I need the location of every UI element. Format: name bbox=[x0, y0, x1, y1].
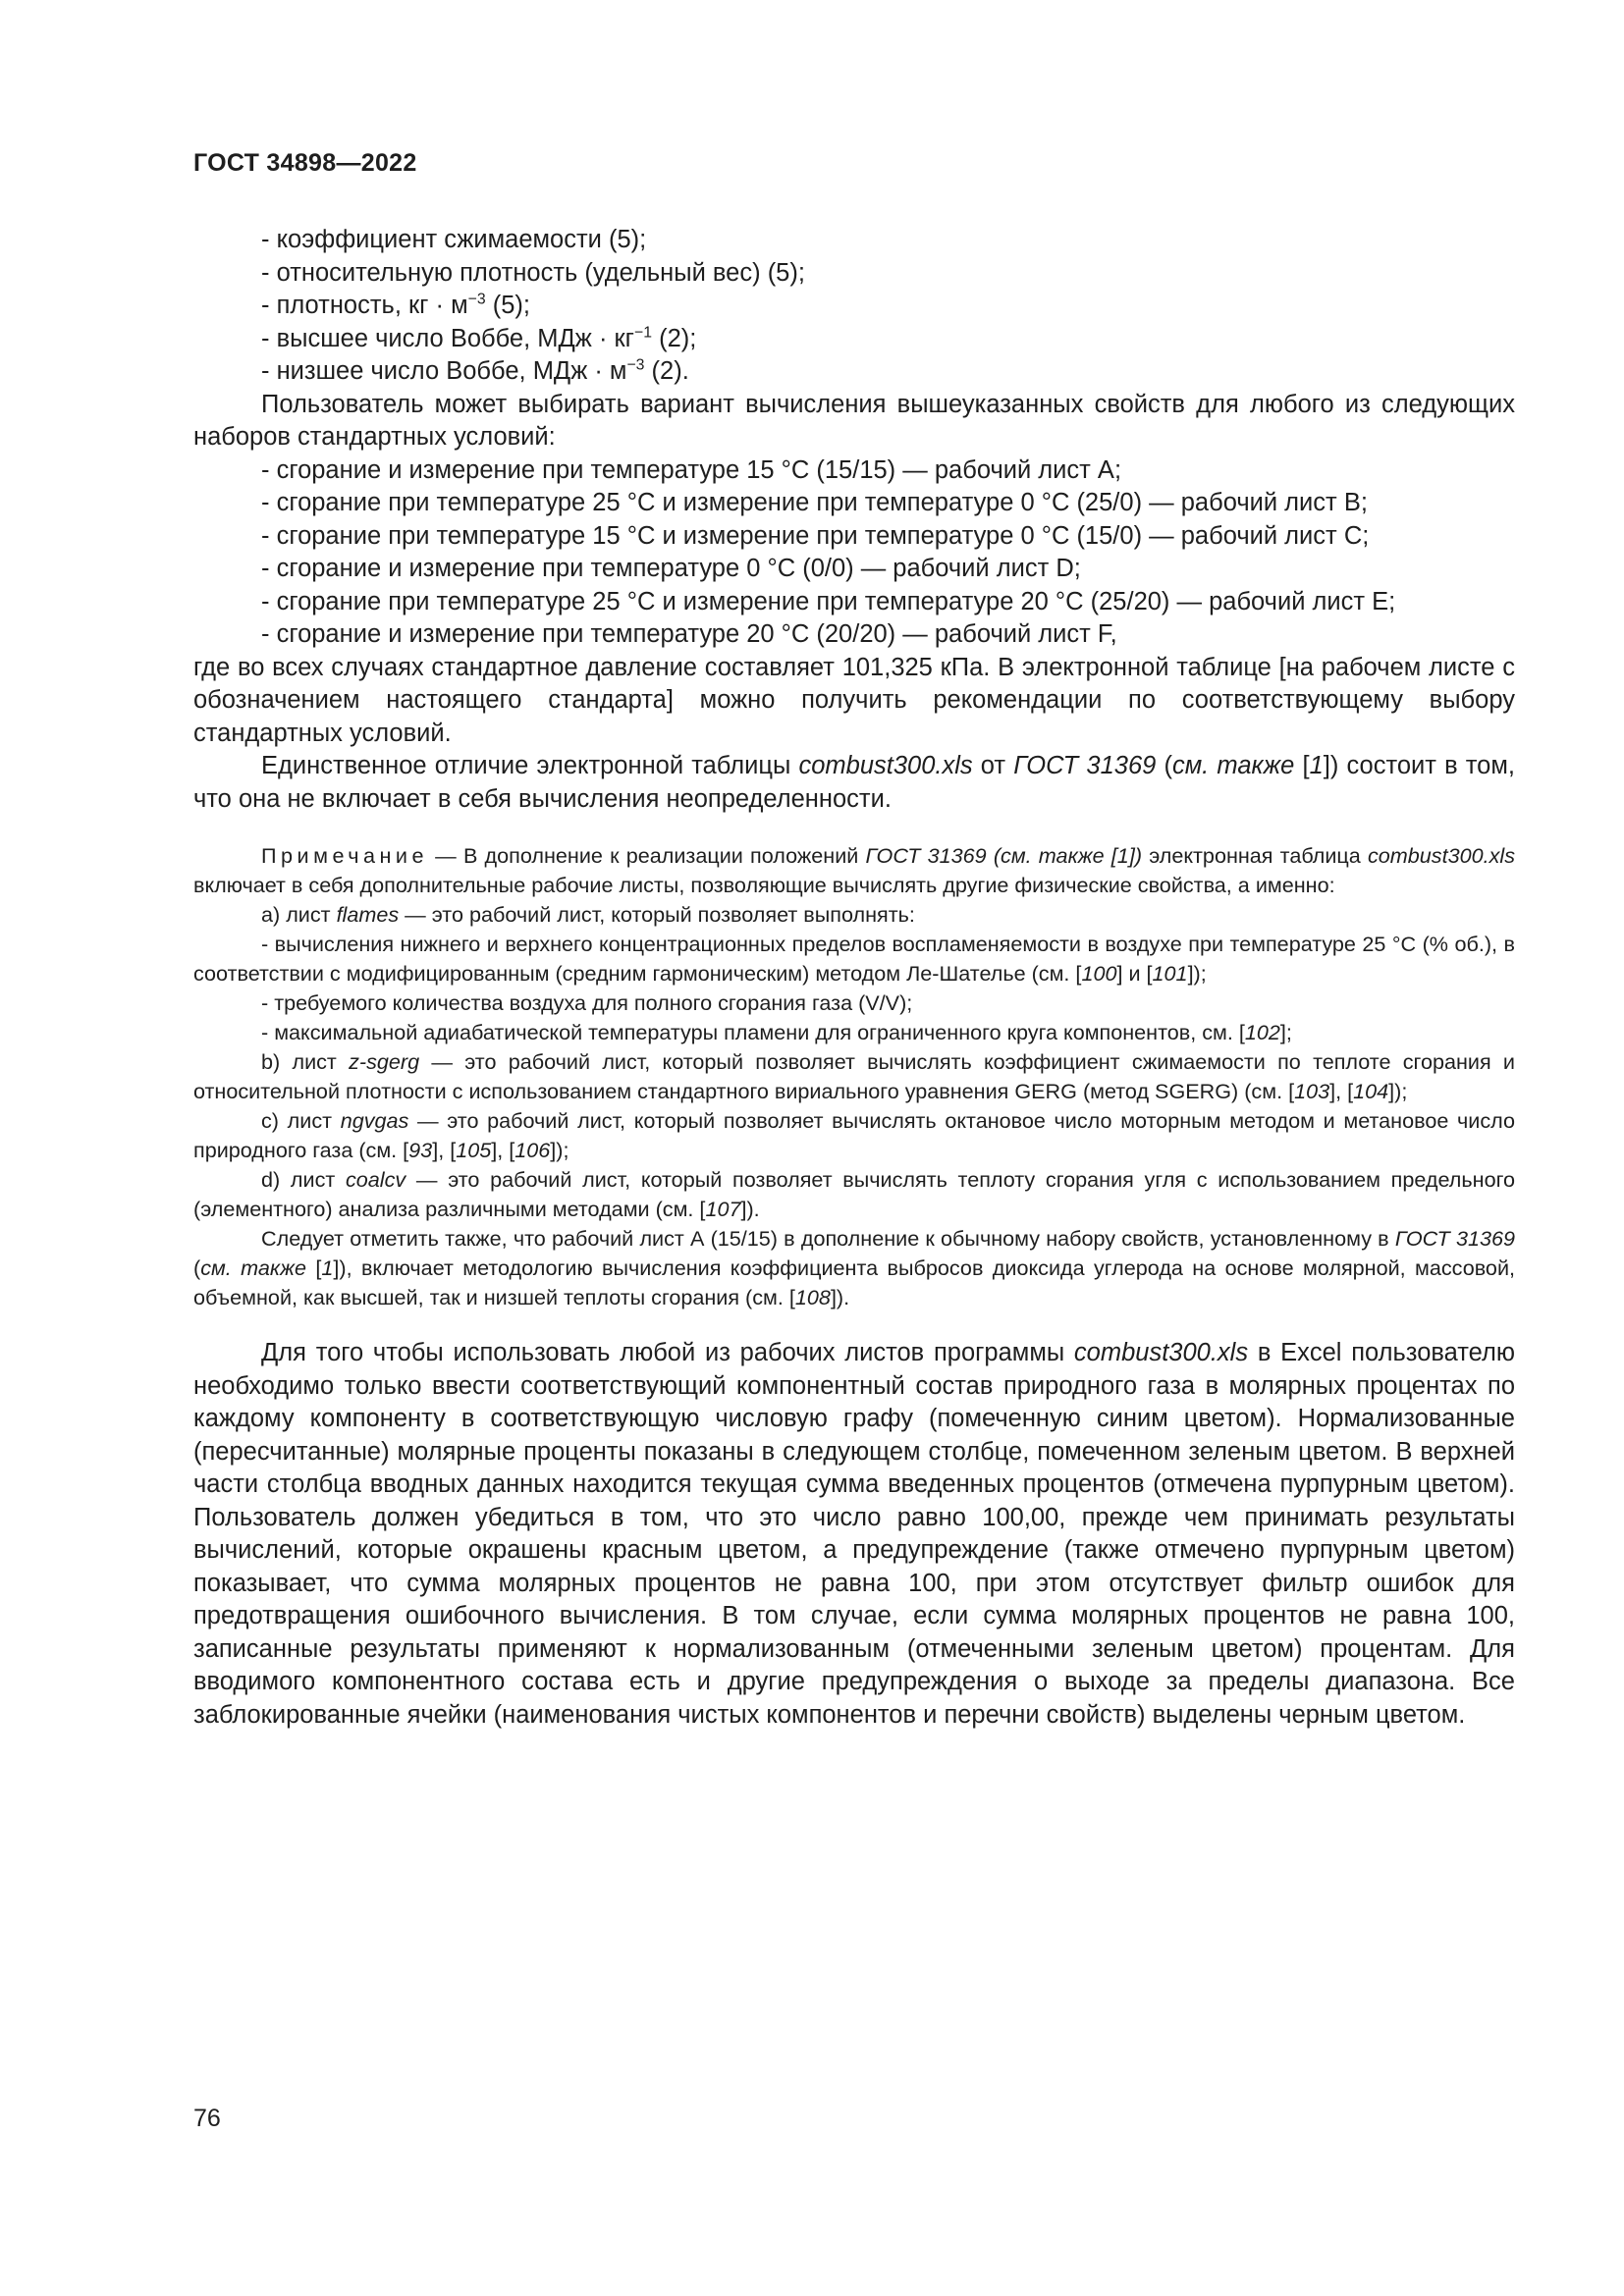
note-item-a3: - максимальной адиабатической температуры пламени для ограниченного круга компонентов, см. [102]; bbox=[261, 1020, 1292, 1044]
paragraph-difference: Единственное отличие электронной таблицы combust300.xls от ГОСТ 31369 (см. также [1]) состоит в том, что она не включает в себя вычисления неопределенности. bbox=[193, 752, 1515, 813]
paragraph-usage: Для того чтобы использовать любой из рабочих листов программы combust300.xls в Excel пользователю необходимо только ввести соответствующий компонентный состав природного газа в молярных процентах по каждому компоненту в соответствующую числовую графу (помеченную синим цветом). Нормализованные (пересчитанные) молярные проценты показаны в следующем столбце, помеченном зеленым цветом. В верхней части столбца вводных данных находится текущая сумма введенных процентов (отмечена пурпурным цветом). Пользователь должен убедиться в том, что это число равно 100,00, прежде чем принимать результаты вычислений, которые окрашены красным цветом, а предупреждение (также отмечено пурпурным цветом) показывает, что сумма молярных процентов не равна 100, при этом отсутствует фильтр ошибок для предотвращения ошибочного вычисления. В том случае, если сумма молярных процентов не равна 100, записанные результаты применяют к нормализованным (отмеченными зеленым цветом) процентам. Для вводимого компонентного состава есть и другие предупреждения о выходе за пределы диапазона. Все заблокированные ячейки (наименования чистых компонентов и перечни свойств) выделены черным цветом. bbox=[193, 1339, 1515, 1729]
condition-item: - сгорание при температуре 25 °С и измерение при температуре 20 °С (25/20) — рабочий лист Е; bbox=[261, 587, 1396, 615]
condition-item: - сгорание и измерение при температуре 0 °С (0/0) — рабочий лист D; bbox=[261, 555, 1081, 582]
note-item-a: а) лист flames — это рабочий лист, который позволяет выполнять: bbox=[261, 902, 915, 927]
property-item: - высшее число Воббе, МДж · $кг^{-1}$ (2); bbox=[261, 324, 697, 352]
note-final: Следует отметить также, что рабочий лист А (15/15) в дополнение к обычному набору свойств, установленному в ГОСТ 31369 (см. также [1]), включает методологию вычисления коэффициента выбросов диоксида углерода на основе молярной, массовой, объемной, как высшей, так и низшей теплоты сгорания (см. [108]). bbox=[193, 1226, 1516, 1309]
wobbe-high-unit: МДж · кг bbox=[537, 324, 634, 352]
note-item-a2: - требуемого количества воздуха для полного сгорания газа (V/V); bbox=[261, 990, 913, 1015]
note-block bbox=[193, 841, 1515, 1312]
note-item-a1: - вычисления нижнего и верхнего концентрационных пределов воспламеняемости в воздухе при температуре 25 °С (% об.), в соответствии с модифицированным (средним гармоническим) методом Ле-Шателье (см. [100] и [101]); bbox=[193, 932, 1515, 986]
wobbe-low-unit: МДж · м bbox=[532, 357, 627, 385]
condition-item: - сгорание и измерение при температуре 20 °С (20/20) — рабочий лист F, bbox=[261, 620, 1117, 648]
condition-item: - сгорание и измерение при температуре 15 °С (15/15) — рабочий лист А; bbox=[261, 455, 1122, 484]
property-item: - относительную плотность (удельный вес) (5); bbox=[261, 258, 805, 287]
property-item: - плотность, кг · $м^{-3}$ (5); bbox=[261, 291, 531, 319]
page-content bbox=[193, 224, 1515, 1732]
paragraph-pressure: где во всех случаях стандартное давление составляет 101,325 кПа. В электронной таблице [на рабочем листе с обозначением настоящего стандарта] можно получить рекомендации по соответствующему выбору стандартных условий. bbox=[193, 653, 1515, 747]
density-unit: кг · м bbox=[408, 292, 468, 319]
note-item-b: b) лист z-sgerg — это рабочий лист, который позволяет вычислять коэффициент сжимаемости по теплоте сгорания и относительной плотности с использованием стандартного вириального уравнения GERG (метод SGERG) (см. [103], [104]); bbox=[193, 1049, 1515, 1103]
property-item: - низшее число Воббе, МДж · $м^{-3}$ (2). bbox=[261, 356, 689, 385]
note-item-d: d) лист coalcv — это рабочий лист, который позволяет вычислять теплоту сгорания угля с использованием предельного (элементного) анализа различными методами (см. [107]). bbox=[193, 1167, 1515, 1221]
note-intro: Примечание — В дополнение к реализации положений ГОСТ 31369 (см. также [1]) электронная таблица combust300.xls включает в себя дополнительные рабочие листы, позволяющие вычислять другие физические свойства, а именно: bbox=[193, 843, 1515, 897]
standard-header: ГОСТ 34898—2022 bbox=[193, 149, 417, 177]
condition-item: - сгорание при температуре 15 °С и измерение при температуре 0 °С (15/0) — рабочий лист С; bbox=[261, 521, 1370, 550]
note-label: Примечание bbox=[261, 843, 428, 868]
condition-item: - сгорание при температуре 25 °С и измерение при температуре 0 °С (25/0) — рабочий лист В; bbox=[261, 489, 1368, 516]
paragraph-user-choice: Пользователь может выбирать вариант вычисления вышеуказанных свойств для любого из следующих наборов стандартных условий: bbox=[193, 390, 1515, 451]
property-item: - коэффициент сжимаемости (5); bbox=[261, 226, 647, 253]
note-item-c: c) лист ngvgas — это рабочий лист, который позволяет вычислять октановое число моторным методом и метановое число природного газа (см. [93], [105], [106]); bbox=[193, 1108, 1515, 1162]
page-number: 76 bbox=[193, 2105, 221, 2132]
